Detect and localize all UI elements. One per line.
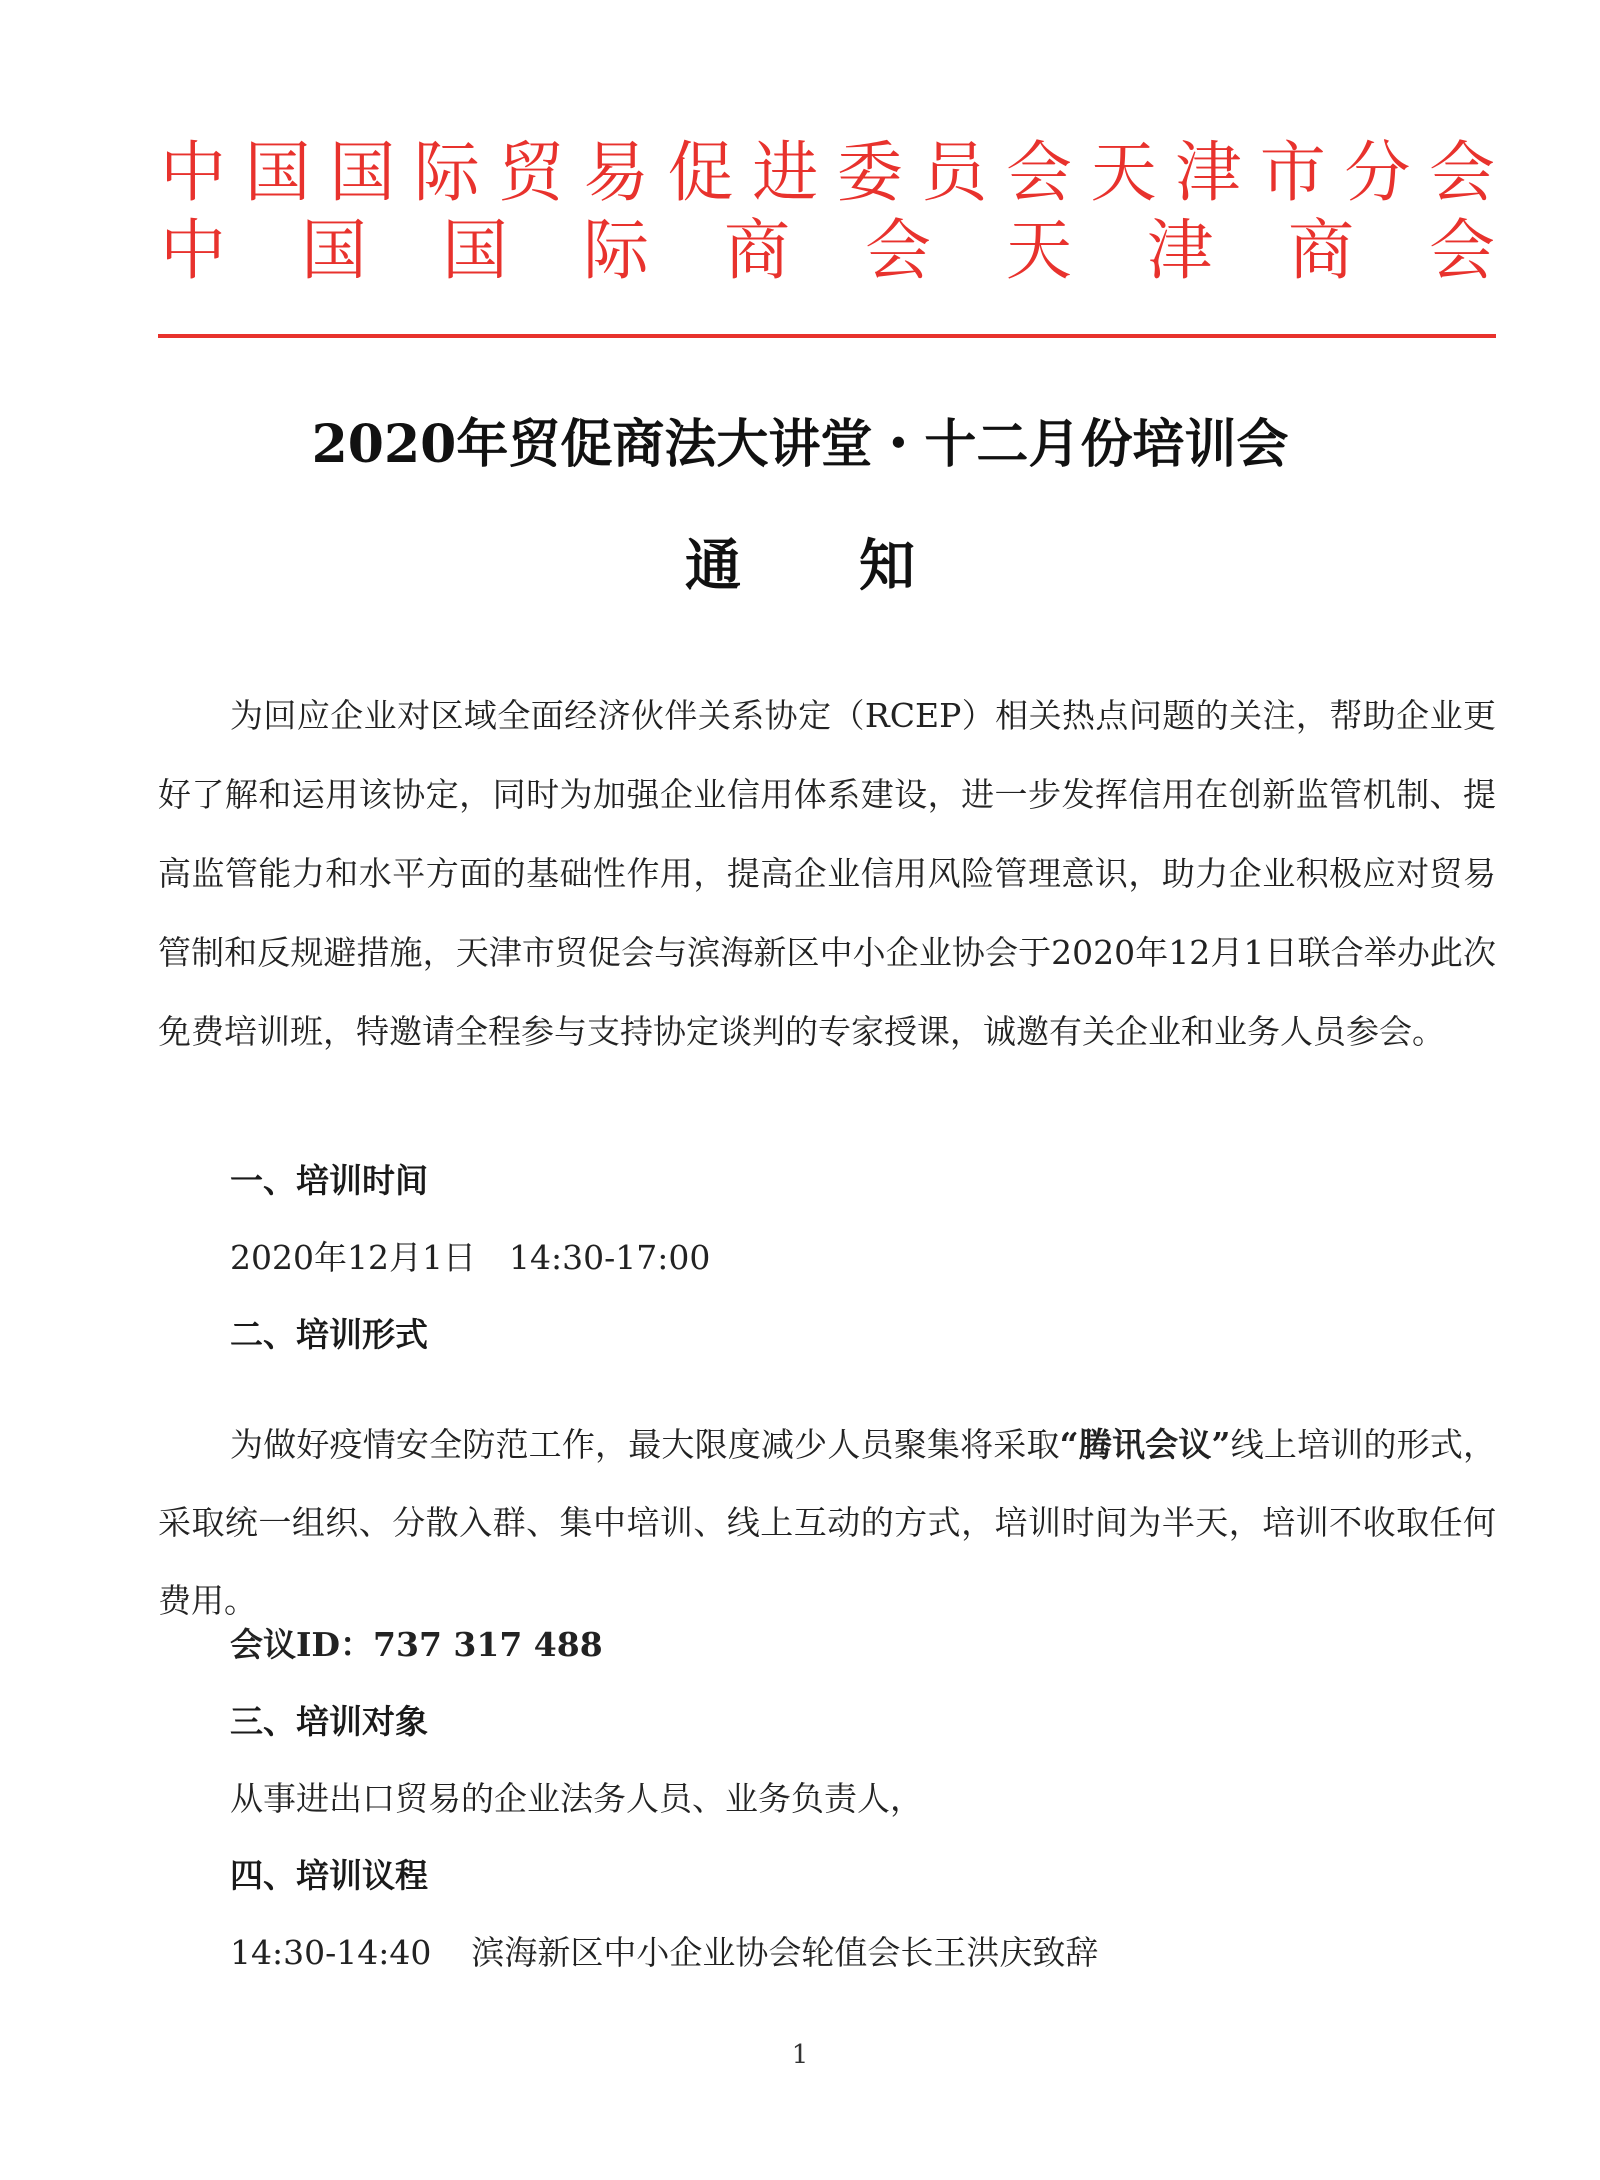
format-text-before: 为做好疫情安全防范工作，最大限度减少人员聚集将采取 <box>230 1425 1060 1464</box>
agenda-item-desc: 滨海新区中小企业协会轮值会长王洪庆致辞 <box>471 1933 1099 1972</box>
section-time-heading: 一、培训时间 <box>230 1161 428 1200</box>
letterhead-line-1: 中国国际贸易促进委员会天津市分会 <box>160 134 1495 211</box>
agenda-item-time: 14:30-14:40 <box>230 1933 432 1972</box>
meeting-id: 会议ID：737 317 488 <box>230 1625 603 1664</box>
section-time-value: 2020年12月1日 14:30-17:00 <box>230 1238 711 1277</box>
format-emphasis: “腾讯会议” <box>1059 1425 1231 1464</box>
section-format-heading: 二、培训形式 <box>230 1315 428 1354</box>
document-title: 2020年贸促商法大讲堂・十二月份培训会 <box>311 414 1289 475</box>
intro-paragraph: 为回应企业对区域全面经济伙伴关系协定（RCEP）相关热点问题的关注，帮助企业更好了解和运用该协定，同时为加强企业信用体系建设，进一步发挥信用在创新监管机制、提高监管能力和水平方面的基础性作用，提高企业信用风险管理意识，助力企业积极应对贸易管制和反规避措施，天津市贸促会与滨海新区中小企业协会于2020年12月1日联合举办此次免费培训班，特邀请全程参与支持协定谈判的专家授课，诚邀有关企业和业务人员参会。 <box>158 696 1496 1051</box>
letterhead-line-2: 中国国际商会天津商会 <box>160 212 1495 289</box>
section-audience-heading: 三、培训对象 <box>230 1702 428 1741</box>
section-agenda-heading: 四、培训议程 <box>230 1856 428 1895</box>
format-text-after: 线上培训的形式，采取统一组织、分散入群、集中培训、线上互动的方式，培训时间为半天，培训不收取任何费用。 <box>158 1425 1497 1620</box>
section-format-paragraph <box>158 1406 1496 1640</box>
letterhead-divider <box>158 334 1496 338</box>
agenda-item <box>230 1931 1098 1975</box>
section-audience-value: 从事进出口贸易的企业法务人员、业务负责人， <box>230 1779 923 1818</box>
page-number: 1 <box>791 2040 809 2070</box>
document-subtitle: 通知 <box>685 533 1033 599</box>
